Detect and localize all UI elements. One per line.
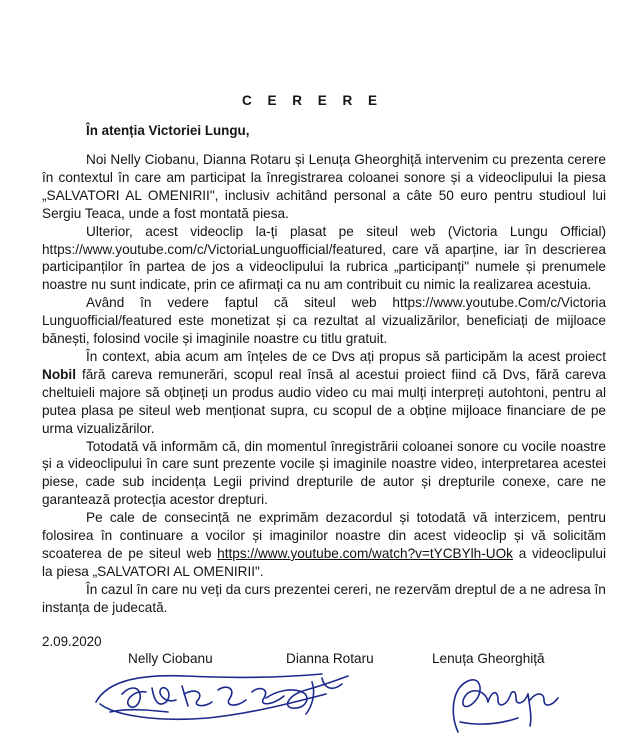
paragraph-4-start: În context, abia acum am înțeles de ce Dvs ați propus să participăm la acest proiect xyxy=(86,348,606,364)
paragraph-1: Noi Nelly Ciobanu, Dianna Rotaru și Lenuța Gheorghiță intervenim cu prezenta cerere în contextul în care am participat la înregistrarea coloanei sonore și a videoclipului la piesa „SALVATORI AL OMENIRII", inclusiv achitând personal a câte 50 euro pentru studioul lui Sergiu Teaca, unde a fost montată piesa. xyxy=(42,152,606,221)
paragraph-7: În cazul în care nu veți da curs prezentei cereri, ne rezervăm dreptul de a ne adresa în instanța de judecată. xyxy=(42,581,606,615)
signatory-name-nelly: Nelly Ciobanu xyxy=(128,651,213,666)
paragraph-4-end: fără careva remunerări, scopul real însă al acestui proiect fiind că Dvs, fără careva cheltuieli majore să obțineți un produs audio video cu mai mulți interpreți autohtoni, pentru al putea plasa pe siteul web menționat supra, cu scopul de a obține mijloace financiare de pe urma vizualizărilor. xyxy=(42,366,606,436)
document-date: 2.09.2020 xyxy=(42,634,102,649)
document-title: C E R E R E xyxy=(241,93,383,108)
bold-word-nobil: Nobil xyxy=(42,366,76,382)
signatory-name-lenuta: Lenuța Gheorghiță xyxy=(432,651,545,666)
paragraph-2: Ulterior, acest videoclip la-ți plasat pe siteul web (Victoria Lungu Official) https://www.youtube.com/c/VictoriaLunguofficial/featured, care vă aparține, iar în descrierea participanților în partea de jos a videoclipului la rubrica „participanți" numele și prenumele noastre nu sunt indicate, prin ce afirmați ca nu am contribuit cu nimic la realizarea acestuia. xyxy=(42,223,606,293)
signature-dianna-rotaru xyxy=(262,666,352,716)
paragraph-3: Având în vedere faptul că siteul web https://www.youtube.Com/c/Victoria Lunguofficial/featured este monetizat și ca rezultat al vizualizărilor, beneficiați de mijloace bănești, folosind vocile și imaginile noastre cu titlu gratuit. xyxy=(42,295,606,347)
paragraph-6 xyxy=(42,509,606,581)
signature-lenuta-gheorghita xyxy=(440,660,590,740)
signatory-name-dianna: Dianna Rotaru xyxy=(286,651,374,666)
paragraph-6-start: Pe cale de consecință ne exprimăm dezacordul și totodată vă interzicem, pentru folosirea în continuare a vocilor și imaginilor noastre din acest videoclip și vă solicităm scoaterea de pe siteul web xyxy=(42,510,606,561)
document-body xyxy=(42,151,606,617)
paragraph-4 xyxy=(42,348,606,438)
paragraph-6-end: a videoclipului la piesa „SALVATORI AL OMENIRII". xyxy=(42,545,607,579)
paragraph-5: Totodată vă informăm că, din momentul înregistrării coloanei sonore cu vocile noastre și a videoclipului în care sunt prezente vocile și imaginile noastre video, interpretarea acestei piese, cade sub incidența Legii privind drepturile de autor și drepturile conexe, care ne garantează protecția acestor drepturi. xyxy=(42,438,606,508)
youtube-link[interactable]: https://www.youtube.com/watch?v=tYCBYlh-UOk xyxy=(217,545,513,561)
addressee-line: În atenția Victoriei Lungu, xyxy=(86,123,250,138)
